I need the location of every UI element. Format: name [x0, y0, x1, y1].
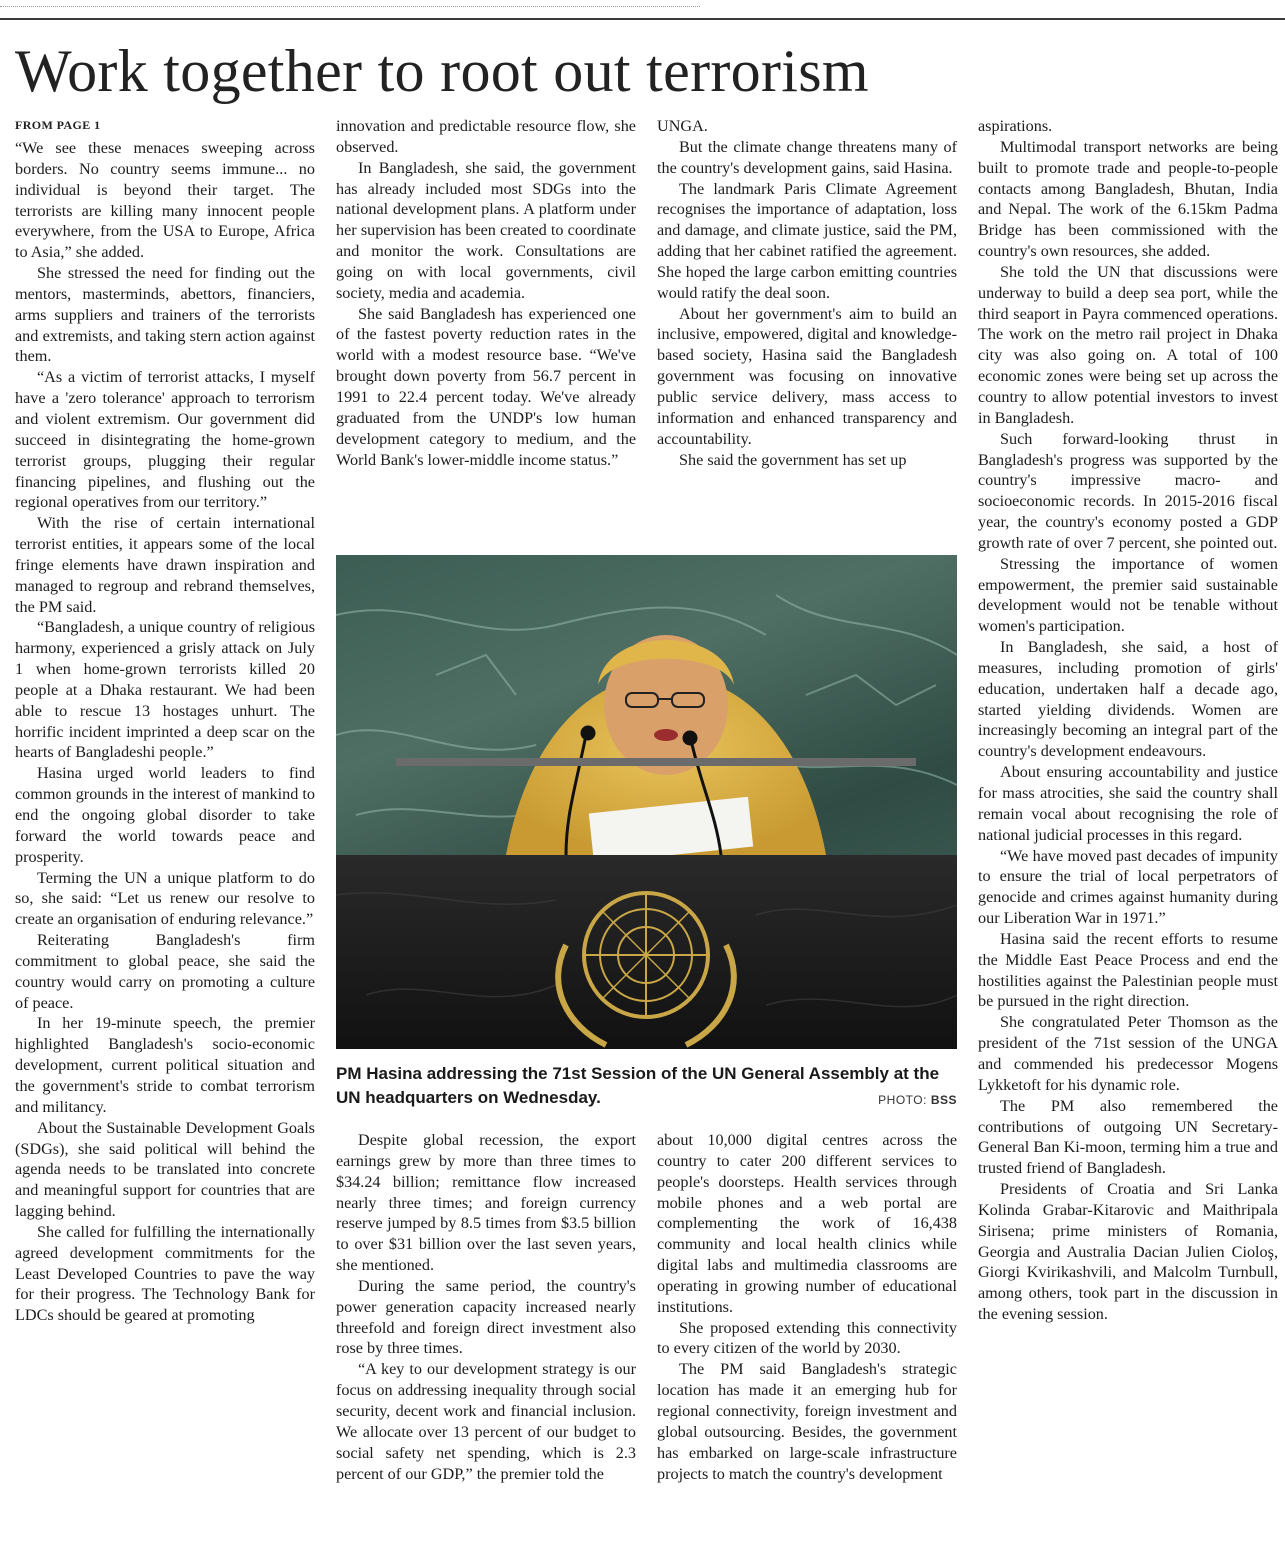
paragraph: In Bangladesh, she said, a host of measures, including promotion of girls' education, undertaken half a decade ago, started yielding dividends. Women are increasingly becoming an integral part of the country's development endeavours. [978, 638, 1278, 761]
photo-illustration [336, 555, 957, 1049]
photo-credit-label: PHOTO: [878, 1093, 927, 1107]
paragraph: UNGA. [657, 117, 708, 135]
paragraph: She called for fulfilling the internationally agreed development commitments for the Least Developed Countries to pave the way for their progress. The Technology Bank for LDCs should be geared at promoting [15, 1222, 315, 1325]
previous-article-edge [0, 0, 700, 7]
paragraph: “Bangladesh, a unique country of religious harmony, experienced a grisly attack on July 1 when home-grown terrorists killed 20 people at a Dhaka restaurant. We had been able to rescue 13 hostages unhurt. The horrific incident imprinted a deep scar on the hearts of Bangladeshi people.” [15, 618, 315, 762]
photo-caption: PM Hasina addressing the 71st Session of the UN General Assembly at the UN headquarters on Wednesday. [336, 1064, 940, 1107]
article-column-2-bottom [336, 1130, 636, 1559]
article-column-3-bottom [657, 1130, 957, 1559]
article-column-3-top [657, 116, 957, 546]
article-column-1 [15, 116, 315, 1559]
paragraph: Hasina urged world leaders to find common grounds in the interest of mankind to end the ongoing global disorder to take forward the world towards peace and prosperity. [15, 764, 315, 866]
paragraph: She proposed extending this connectivity to every citizen of the world by 2030. [657, 1318, 957, 1358]
paragraph: Stressing the importance of women empowerment, the premier said sustainable development would not be tenable without women's participation. [978, 554, 1278, 636]
paragraph: She congratulated Peter Thomson as the president of the 71st session of the UNGA and commended his predecessor Mogens Lykketoft for his dynamic role. [978, 1013, 1278, 1094]
column-body [336, 116, 636, 470]
paragraph: She said Bangladesh has experienced one of the fastest poverty reduction rates in the world with a modest resource base. “We've brought down poverty from 56.7 percent in 1991 to 22.4 percent today. We've already graduated from the UNDP's low human development category to medium, and the World Bank's lower-middle income status.” [336, 304, 636, 469]
paragraph: Hasina said the recent efforts to resume the Middle East Peace Process and end the hostilities against the Palestinian people must be pursued in the right direction. [978, 929, 1278, 1011]
continuation-kicker: FROM PAGE 1 [15, 118, 101, 132]
paragraph: The PM said Bangladesh's strategic location has made it an emerging hub for regional connectivity, foreign investment and global outsourcing. Besides, the government has embarked on large-scale infrastructure projects to match the country's development [657, 1360, 957, 1483]
paragraph: She told the UN that discussions were underway to build a deep sea port, while the third seaport in Payra commenced operations. The work on the metro rail project in Dhaka city was also going on. A total of 100 economic zones were being set up across the country to allow potential investors to invest in Bangladesh. [978, 262, 1278, 427]
paragraph: “As a victim of terrorist attacks, I myself have a 'zero tolerance' approach to terrorism and violent extremism. Our government did succeed in disintegrating the home-grown terrorist groups, plugging their regular financing pipelines, and flushing out the regional operatives from our territory.” [15, 368, 315, 512]
podium-rail [396, 758, 916, 766]
news-photo [336, 555, 957, 1049]
column-body [336, 1130, 636, 1484]
paragraph: innovation and predictable resource flow, she observed. [336, 117, 636, 156]
paragraph: Presidents of Croatia and Sri Lanka Kolinda Grabar-Kitarovic and Maithripala Sirisena; prime ministers of Romania, Georgia and Australia Dacian Julien Cioloş, Giorgi Kvirikashvili, and Malcolm Turnbull, among others, took part in the discussion in the evening session. [978, 1180, 1278, 1324]
paragraph: During the same period, the country's power generation capacity increased nearly threefold and foreign direct investment also rose by three times. [336, 1276, 636, 1358]
photo-credit [836, 1093, 957, 1107]
paragraph: With the rise of certain international terrorist entities, it appears some of the local fringe elements have drawn inspiration and managed to regroup and rebrand themselves, the PM said. [15, 514, 315, 616]
paragraph: The PM also remembered the contributions of outgoing UN Secretary-General Ban Ki-moon, terming him a true and trusted friend of Bangladesh. [978, 1096, 1278, 1178]
paragraph: She stressed the need for finding out the mentors, masterminds, abettors, financiers, arms suppliers and trainers of the terrorists and extremists, and taking stern action against them. [15, 264, 315, 366]
paragraph: aspirations. [978, 117, 1053, 135]
paragraph: The landmark Paris Climate Agreement recognises the importance of adaptation, loss and damage, and climate justice, said the PM, adding that her cabinet ratified the agreement. She hoped the large carbon emitting countries would ratify the deal soon. [657, 179, 957, 302]
paragraph: “We have moved past decades of impunity to ensure the trial of local perpetrators of genocide and crimes against humanity during our Liberation War in 1971.” [978, 846, 1278, 928]
headline: Work together to root out terrorism [15, 38, 869, 104]
article-column-2-top [336, 116, 636, 546]
paragraph: Despite global recession, the export earnings grew by more than three times to $34.24 billion; remittance flow increased nearly three times; and foreign currency reserve jumped by 8.5 times from $3.5 billion to over $31 billion over the last seven years, she mentioned. [336, 1131, 636, 1275]
column-body [15, 138, 315, 1326]
paragraph: “A key to our development strategy is our focus on addressing inequality through social security, decent work and financial inclusion. We allocate over 13 percent of our budget to social safety net spending, which is 2.3 percent of our GDP,” the premier told the [336, 1360, 636, 1483]
paragraph: About the Sustainable Development Goals (SDGs), she said political will behind the agenda needs to be translated into concrete and meaningful support for countries that are lagging behind. [15, 1118, 315, 1221]
paragraph: She said the government has set up [679, 450, 907, 469]
paragraph: In her 19-minute speech, the premier highlighted Bangladesh's socio-economic development, current political situation and the government's stride to combat terrorism and militancy. [15, 1014, 315, 1116]
paragraph: But the climate change threatens many of the country's development gains, said Hasina. [657, 137, 957, 177]
paragraph: about 10,000 digital centres across the country to cater 200 different services to people's doorsteps. Health services through mobile phones and a web portal are complementing the work of 16,438 community and local health clinics while digital labs and multimedia classrooms are operating in growing number of educational institutions. [657, 1131, 957, 1316]
paragraph: Such forward-looking thrust in Bangladesh's progress was supported by the country's impressive macro- and socioeconomic records. In 2015-2016 fiscal year, the country's economy posted a GDP growth rate of over 7 percent, she pointed out. [978, 429, 1278, 552]
paragraph: “We see these menaces sweeping across borders. No country seems immune... no individual is beyond their target. The terrorists are killing many innocent people everywhere, from the USA to Europe, Africa to Asia,” she added. [15, 139, 315, 262]
paragraph: About her government's aim to build an inclusive, empowered, digital and knowledge-based society, Hasina said the Bangladesh government was focusing on innovative public service delivery, mass access to information and enhanced transparency and accountability. [657, 304, 957, 448]
photo-credit-source: BSS [930, 1093, 957, 1107]
paragraph: Terming the UN a unique platform to do so, she said: “Let us renew our resolve to create an organisation of enduring relevance.” [15, 868, 315, 929]
paragraph: Multimodal transport networks are being built to promote trade and people-to-people contacts among Bangladesh, Bhutan, India and Nepal. The work of the 6.15km Padma Bridge has been commissioned with the country's own resources, she added. [978, 137, 1278, 261]
paragraph: In Bangladesh, she said, the government has already included most SDGs into the national development plans. A platform under her supervision has been created to coordinate and monitor the work. Consultations are going on with local governments, civil society, media and academia. [336, 158, 636, 302]
speaker-figure [506, 635, 826, 863]
paragraph: Reiterating Bangladesh's firm commitment to global peace, she said the country would carry on promoting a culture of peace. [15, 931, 315, 1012]
column-body [978, 116, 1278, 1325]
column-body [657, 116, 957, 470]
article-column-4 [978, 116, 1278, 1559]
paragraph: About ensuring accountability and justice for mass atrocities, she said the country shall remain vocal about recognising the role of national judicial processes in this regard. [978, 763, 1278, 844]
column-body [657, 1130, 957, 1484]
top-divider [0, 18, 1285, 20]
